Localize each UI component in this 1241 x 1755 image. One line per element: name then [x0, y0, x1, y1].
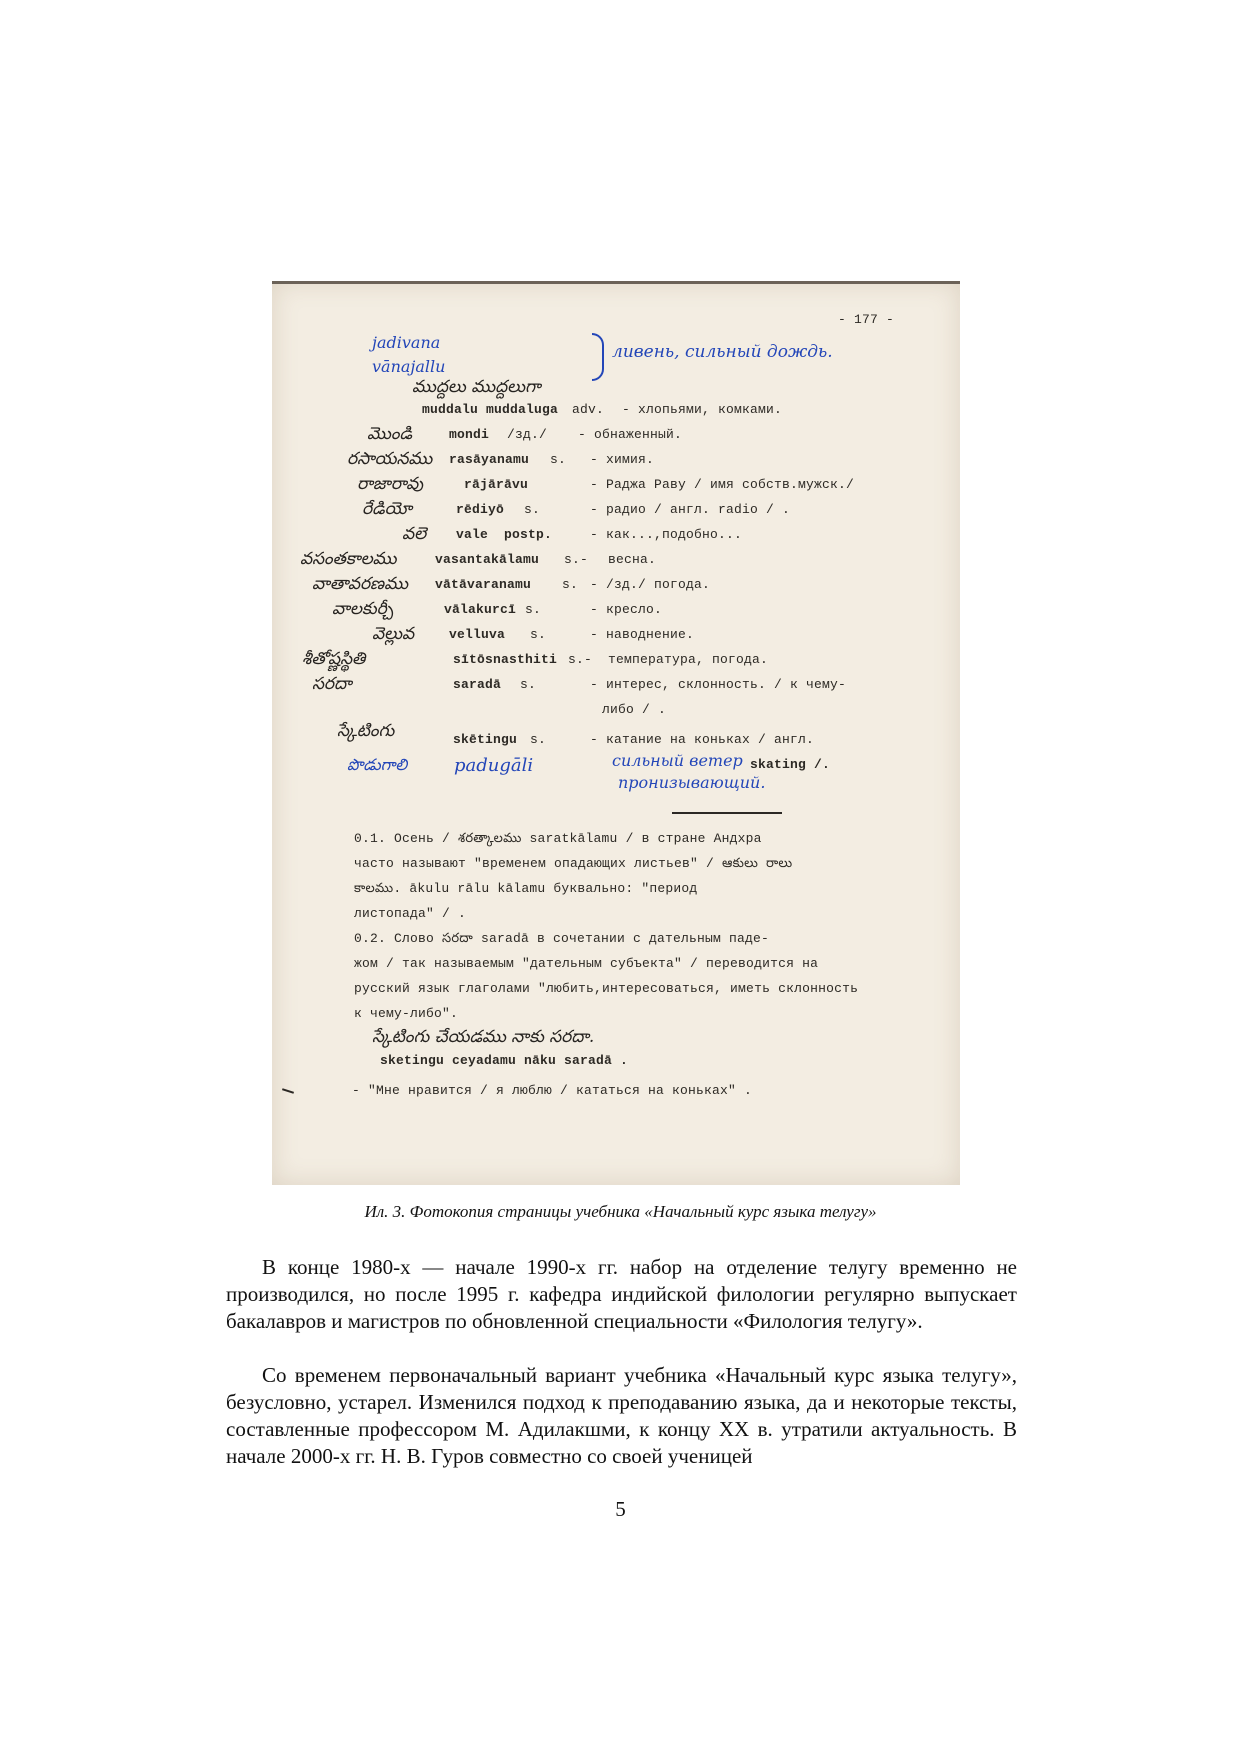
handwritten-telugu-heading: ముద్దలు ముద్దలుగా	[412, 377, 541, 397]
scan-page-number: - 177 -	[838, 312, 895, 327]
vocab-translit: muddalu muddaluga	[422, 402, 559, 417]
vocab-translit: mondi	[449, 427, 490, 442]
margin-mark	[282, 1088, 294, 1094]
vocab-translit: rasāyanamu	[449, 452, 530, 467]
vocab-telugu: వసంతకాలము	[300, 549, 397, 569]
vocab-translit: sītōsnasthiti	[453, 652, 558, 667]
pen-telugu-padugali: పొడుగాలి	[347, 755, 408, 774]
note-line: русский язык глаголами "любить,интересоваться, иметь склонность	[354, 981, 859, 996]
vocab-grammar: s.	[530, 732, 547, 747]
body-paragraph: Со временем первоначальный вариант учебника «Начальный курс языка телугу», безусловно, устарел. Изменился подход к преподаванию языка, да и некоторые тексты, составленные профессором М. Адилакшми, к концу XX в. утратили актуальность. В начале 2000-х гг. Н. В. Гуров совместно со своей ученицей	[226, 1363, 1017, 1468]
vocab-telugu: సరదా	[312, 674, 352, 694]
vocab-translit: vālakurcī	[444, 602, 517, 617]
pen-note-jadivana: jadivana	[372, 333, 441, 352]
vocab-gloss: - радио / англ. radio / .	[590, 502, 791, 517]
example-translit: sketingu ceyadamu nāku saradā .	[380, 1053, 629, 1068]
vocab-gloss: температура, погода.	[608, 652, 769, 667]
example-telugu: స్కేటింగు చేయడము నాకు సరదా.	[372, 1027, 595, 1047]
figure-caption: Ил. 3. Фотокопия страницы учебника «Начальный курс языка телугу»	[364, 1202, 877, 1221]
pen-brace	[592, 333, 604, 381]
scan-top-edge	[272, 281, 960, 284]
pen-note-vanajallu: vānajallu	[372, 357, 446, 376]
body-paragraph: В конце 1980-х — начале 1990-х гг. набор на отделение телугу временно не производился, но после 1995 г. кафедра индийской филологии регулярно выпускает бакалавров и магистров по обновленной специальности «Филология телугу».	[226, 1255, 1017, 1333]
vocab-gloss: - как...,подобно...	[590, 527, 743, 542]
vocab-grammar: s.	[530, 627, 547, 642]
note-line: 0.1. Осень / శరత్కాలము saratkālamu / в стране Андхра	[354, 831, 762, 846]
vocab-gloss: - хлопьями, комками.	[622, 402, 783, 417]
note-line: కాలము. ākulu rālu kālamu буквально: "период	[354, 881, 698, 896]
pen-note-gloss: ливень, сильный дождь.	[612, 342, 833, 362]
vocab-gloss: - химия.	[590, 452, 655, 467]
vocab-translit: vale	[456, 527, 489, 542]
vocab-grammar: s.	[524, 502, 541, 517]
vocab-grammar: postp.	[504, 527, 553, 542]
vocab-grammar: s.	[520, 677, 537, 692]
vocab-telugu: స్కేటింగు	[337, 721, 395, 741]
vocab-telugu: శీతోష్ణస్థితి	[302, 649, 366, 669]
vocab-telugu: మొండి	[367, 424, 413, 444]
pen-gloss-line1: сильный ветер	[612, 751, 743, 770]
vocab-gloss: - кресло.	[590, 602, 663, 617]
vocab-grammar: s.	[562, 577, 579, 592]
section-rule	[672, 812, 782, 814]
vocab-grammar: s.	[525, 602, 542, 617]
note-line: к чему-либо".	[354, 1006, 459, 1021]
vocab-telugu: వాలకుర్చీ	[332, 599, 394, 619]
skating-suffix: skating /.	[750, 757, 831, 772]
vocab-gloss: либо / .	[602, 702, 667, 717]
vocab-telugu: రసాయనము	[347, 449, 433, 469]
pen-translit-padugali: padugāli	[454, 755, 534, 776]
note-line: часто называют "временем опадающих листьев" / ఆకులు రాలు	[354, 856, 793, 871]
note-line: листопада" / .	[354, 906, 467, 921]
vocab-gloss: - наводнение.	[590, 627, 695, 642]
page-number: 5	[615, 1497, 626, 1521]
vocab-telugu: వలె	[402, 524, 427, 544]
vocab-translit: skētingu	[453, 732, 518, 747]
vocab-gloss: - Раджа Раву / имя собств.мужск./	[590, 477, 855, 492]
note-line: жом / так называемым "дательным субъекта" / переводится на	[354, 956, 819, 971]
vocab-telugu: వెల్లువ	[372, 624, 415, 644]
pen-gloss-line2: пронизывающий.	[618, 773, 766, 792]
vocab-gloss: - катание на коньках / англ.	[590, 732, 815, 747]
vocab-translit: velluva	[449, 627, 506, 642]
vocab-grammar: s.-	[568, 652, 593, 667]
vocab-grammar: adv.	[572, 402, 605, 417]
vocab-translit: vasantakālamu	[435, 552, 540, 567]
vocab-translit: saradā	[453, 677, 502, 692]
vocab-gloss: - интерес, склонность. / к чему-	[590, 677, 847, 692]
vocab-telugu: రేడియో	[362, 499, 412, 519]
scanned-page-image	[272, 281, 960, 1185]
vocab-translit: rājārāvu	[464, 477, 529, 492]
vocab-translit: rēdiyō	[456, 502, 505, 517]
vocab-gloss: весна.	[608, 552, 657, 567]
note-line: 0.2. Слово సరదా saradā в сочетании с дательным паде-	[354, 931, 770, 946]
vocab-grammar: /зд./	[507, 427, 548, 442]
vocab-gloss: - /зд./ погода.	[590, 577, 711, 592]
vocab-telugu: రాజారావు	[357, 474, 424, 494]
vocab-telugu: వాతావరణము	[312, 574, 408, 594]
vocab-grammar: s.-	[564, 552, 589, 567]
vocab-translit: vātāvaranamu	[435, 577, 532, 592]
vocab-gloss: - обнаженный.	[578, 427, 683, 442]
vocab-grammar: s.	[550, 452, 567, 467]
example-translation: - "Мне нравится / я люблю / кататься на коньках" .	[352, 1083, 753, 1098]
